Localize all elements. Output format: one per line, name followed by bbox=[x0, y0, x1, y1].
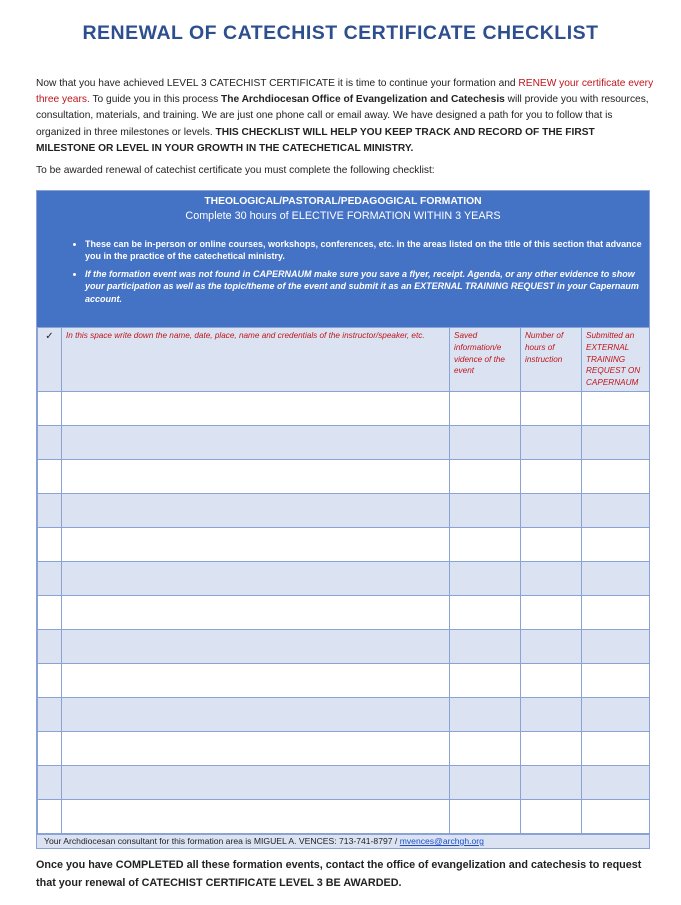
hours-cell[interactable] bbox=[521, 629, 582, 663]
check-cell[interactable] bbox=[38, 629, 62, 663]
check-cell[interactable] bbox=[38, 561, 62, 595]
hours-cell[interactable] bbox=[521, 391, 582, 425]
checklist-instruction: To be awarded renewal of catechist certificate you must complete the following checklist: bbox=[36, 165, 435, 176]
saved-cell[interactable] bbox=[450, 527, 521, 561]
hours-cell[interactable] bbox=[521, 527, 582, 561]
instruction-text: These can be in-person or online courses, workshops, conferences, etc. in the areas listed on the title of this section that advance you in the practice of the catechetical ministry. bbox=[85, 239, 642, 262]
description-cell[interactable] bbox=[62, 663, 450, 697]
description-cell[interactable] bbox=[62, 391, 450, 425]
submitted-cell[interactable] bbox=[582, 663, 650, 697]
saved-cell[interactable] bbox=[450, 765, 521, 799]
intro-renew-highlight: RENEW your certificate every three years. bbox=[36, 78, 654, 106]
saved-cell[interactable] bbox=[450, 561, 521, 595]
consultant-text: Your Archdiocesan consultant for this formation area is MIGUEL A. VENCES: 713-741-8797 / bbox=[44, 835, 400, 846]
table-row bbox=[38, 765, 650, 799]
saved-cell[interactable] bbox=[450, 697, 521, 731]
saved-evidence-column-header: Saved information/e vidence of the event bbox=[450, 328, 521, 392]
table-row bbox=[38, 561, 650, 595]
submitted-cell[interactable] bbox=[582, 459, 650, 493]
intro-text: Now that you have achieved LEVEL 3 CATECHIST CERTIFICATE it is time to continue your formation and bbox=[36, 78, 519, 89]
instruction-text: If the formation event was not found in CAPERNAUM make sure you save a flyer, receipt. Agenda, or any other evidence to show your participation as well as the topic/theme of the event and submit it as an EXTERNAL TRAINING REQUEST in your Capernaum account. bbox=[85, 268, 639, 304]
description-cell[interactable] bbox=[62, 697, 450, 731]
instruction-bullet bbox=[85, 268, 649, 305]
table-row bbox=[38, 425, 650, 459]
saved-cell[interactable] bbox=[450, 391, 521, 425]
description-cell[interactable] bbox=[62, 629, 450, 663]
table-row bbox=[38, 799, 650, 833]
saved-cell[interactable] bbox=[450, 595, 521, 629]
submitted-cell[interactable] bbox=[582, 765, 650, 799]
consultant-email-link[interactable]: mvences@archgh.org bbox=[399, 835, 484, 846]
check-cell[interactable] bbox=[38, 425, 62, 459]
description-cell[interactable] bbox=[62, 527, 450, 561]
formation-checklist-table bbox=[36, 190, 650, 849]
check-cell[interactable] bbox=[38, 459, 62, 493]
hours-cell[interactable] bbox=[521, 493, 582, 527]
check-cell[interactable] bbox=[38, 697, 62, 731]
saved-cell[interactable] bbox=[450, 425, 521, 459]
submitted-cell[interactable] bbox=[582, 493, 650, 527]
check-cell[interactable] bbox=[38, 493, 62, 527]
table-row bbox=[38, 629, 650, 663]
check-cell[interactable] bbox=[38, 527, 62, 561]
hours-cell[interactable] bbox=[521, 765, 582, 799]
intro-office-name: The Archdiocesan Office of Evangelization and Catechesis bbox=[221, 94, 505, 106]
hours-cell[interactable] bbox=[521, 561, 582, 595]
saved-cell[interactable] bbox=[450, 799, 521, 833]
table-row bbox=[38, 595, 650, 629]
submitted-cell[interactable] bbox=[582, 527, 650, 561]
table-row bbox=[38, 391, 650, 425]
instructions-list bbox=[37, 238, 649, 305]
submitted-cell[interactable] bbox=[582, 425, 650, 459]
description-cell[interactable] bbox=[62, 765, 450, 799]
saved-cell[interactable] bbox=[450, 629, 521, 663]
hours-cell[interactable] bbox=[521, 595, 582, 629]
hours-cell[interactable] bbox=[521, 663, 582, 697]
description-cell[interactable] bbox=[62, 459, 450, 493]
instruction-bullet bbox=[85, 238, 649, 263]
submitted-request-column-header: Submitted an EXTERNAL TRAINING REQUEST ON CAPERNAUM bbox=[582, 328, 650, 392]
hours-cell[interactable] bbox=[521, 731, 582, 765]
table-heading: THEOLOGICAL/PASTORAL/PEDAGOGICAL FORMATION bbox=[204, 196, 482, 207]
hours-cell[interactable] bbox=[521, 425, 582, 459]
table-subheading: Complete 30 hours of ELECTIVE FORMATION WITHIN 3 YEARS bbox=[185, 210, 501, 222]
intro-text: To guide you in this process bbox=[89, 94, 221, 106]
check-cell[interactable] bbox=[38, 799, 62, 833]
description-cell[interactable] bbox=[62, 595, 450, 629]
table-header bbox=[37, 191, 649, 327]
intro-checklist-note: THIS CHECKLIST WILL HELP YOU KEEP TRACK AND RECORD OF THE FIRST MILESTONE OR LEVEL IN YOUR GROWTH IN THE CATECHETICAL MINISTRY. bbox=[36, 126, 595, 154]
table-row bbox=[38, 731, 650, 765]
hours-cell[interactable] bbox=[521, 697, 582, 731]
hours-cell[interactable] bbox=[521, 799, 582, 833]
column-headers bbox=[38, 328, 650, 392]
intro-paragraph bbox=[36, 76, 654, 157]
description-cell[interactable] bbox=[62, 425, 450, 459]
description-column-header: In this space write down the name, date, place, name and credentials of the instructor/speaker, etc. bbox=[62, 328, 450, 392]
check-cell[interactable] bbox=[38, 663, 62, 697]
description-cell[interactable] bbox=[62, 731, 450, 765]
check-cell[interactable] bbox=[38, 765, 62, 799]
check-cell[interactable] bbox=[38, 731, 62, 765]
check-cell[interactable] bbox=[38, 595, 62, 629]
table-row bbox=[38, 527, 650, 561]
check-cell[interactable] bbox=[38, 391, 62, 425]
submitted-cell[interactable] bbox=[582, 391, 650, 425]
submitted-cell[interactable] bbox=[582, 697, 650, 731]
table-row bbox=[38, 459, 650, 493]
submitted-cell[interactable] bbox=[582, 561, 650, 595]
hours-cell[interactable] bbox=[521, 459, 582, 493]
submitted-cell[interactable] bbox=[582, 799, 650, 833]
submitted-cell[interactable] bbox=[582, 595, 650, 629]
description-cell[interactable] bbox=[62, 493, 450, 527]
saved-cell[interactable] bbox=[450, 493, 521, 527]
description-cell[interactable] bbox=[62, 799, 450, 833]
table-row bbox=[38, 697, 650, 731]
saved-cell[interactable] bbox=[450, 731, 521, 765]
checklist-grid bbox=[37, 327, 650, 834]
hours-column-header: Number of hours of instruction bbox=[521, 328, 582, 392]
saved-cell[interactable] bbox=[450, 459, 521, 493]
table-row bbox=[38, 663, 650, 697]
description-cell[interactable] bbox=[62, 561, 450, 595]
table-row bbox=[38, 493, 650, 527]
page-title: RENEWAL OF CATECHIST CERTIFICATE CHECKLIST bbox=[82, 22, 599, 44]
closing-instruction: Once you have COMPLETED all these formation events, contact the office of evangelization and catechesis to request that your renewal of CATECHIST CERTIFICATE LEVEL 3 BE AWARDED. bbox=[36, 859, 642, 889]
submitted-cell[interactable] bbox=[582, 629, 650, 663]
intro-text: will provide you with resources, consultation, materials, and training. We are just one phone call or email away. We have designed a path for you to follow that is organized in three milestones or levels. bbox=[36, 94, 649, 138]
consultant-footer bbox=[37, 834, 649, 848]
checkmark-column-header: ✓ bbox=[38, 328, 62, 392]
saved-cell[interactable] bbox=[450, 663, 521, 697]
submitted-cell[interactable] bbox=[582, 731, 650, 765]
